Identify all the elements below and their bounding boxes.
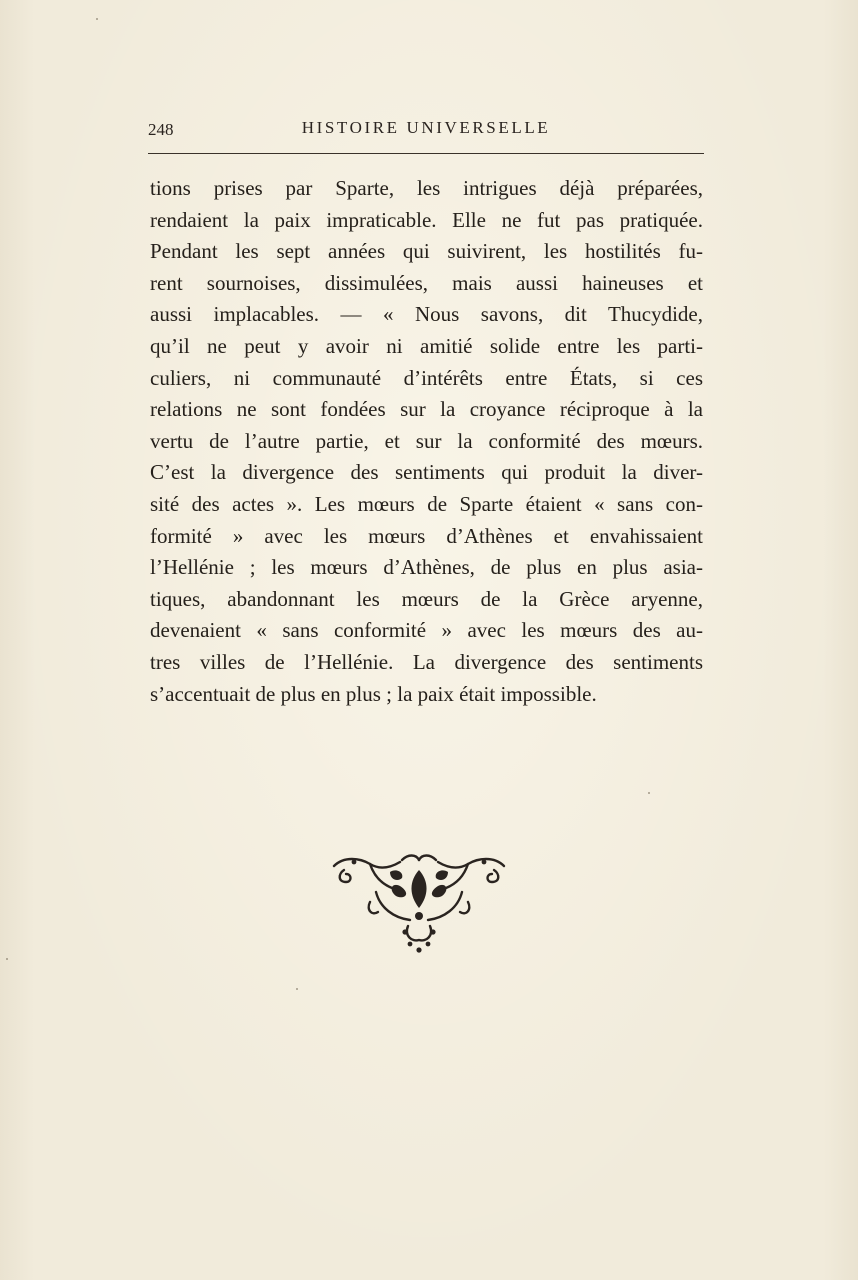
paper-speck — [296, 988, 298, 990]
text-line: vertu de l’autre partie, et sur la conformité des mœurs. — [150, 428, 703, 453]
text-line: devenaient « sans conformité » avec les mœurs des au- — [150, 618, 703, 643]
text-line: tiques, abandonnant les mœurs de la Grèce aryenne, — [150, 586, 703, 611]
text-line: l’Hellénie ; les mœurs d’Athènes, de plus en plus asia- — [150, 555, 703, 580]
text-line: tres villes de l’Hellénie. La divergence des sentiments — [150, 649, 703, 674]
page-number: 248 — [148, 120, 174, 139]
paper-speck — [96, 18, 98, 20]
running-title: HISTOIRE UNIVERSELLE — [301, 118, 551, 137]
text-line: rendaient la paix impraticable. Elle ne fut pas pratiquée. — [150, 207, 703, 232]
text-line: Pendant les sept années qui suivirent, les hostilités fu- — [150, 239, 703, 264]
paper-speck — [648, 792, 650, 794]
body-text — [150, 173, 703, 710]
text-line-last: s’accentuait de plus en plus ; la paix était impossible. — [150, 681, 597, 706]
text-line: aussi implacables. — « Nous savons, dit Thucydide, — [150, 302, 703, 327]
header-rule — [148, 153, 704, 154]
text-line: tions prises par Sparte, les intrigues déjà préparées, — [150, 176, 703, 200]
text-line: C’est la divergence des sentiments qui produit la diver- — [150, 460, 703, 485]
text-line: formité » avec les mœurs d’Athènes et envahissaient — [150, 523, 703, 548]
paper-speck — [6, 958, 8, 960]
text-line: sité des actes ». Les mœurs de Sparte étaient « sans con- — [150, 491, 703, 516]
text-line: relations ne sont fondées sur la croyance réciproque à la — [150, 397, 703, 422]
fleuron-tailpiece-icon — [330, 852, 508, 954]
text-line: qu’il ne peut y avoir ni amitié solide entre les parti- — [150, 333, 703, 358]
page-header — [148, 112, 704, 152]
text-line: rent sournoises, dissimulées, mais aussi haineuses et — [150, 270, 703, 295]
text-line: culiers, ni communauté d’intérêts entre États, si ces — [150, 365, 703, 390]
